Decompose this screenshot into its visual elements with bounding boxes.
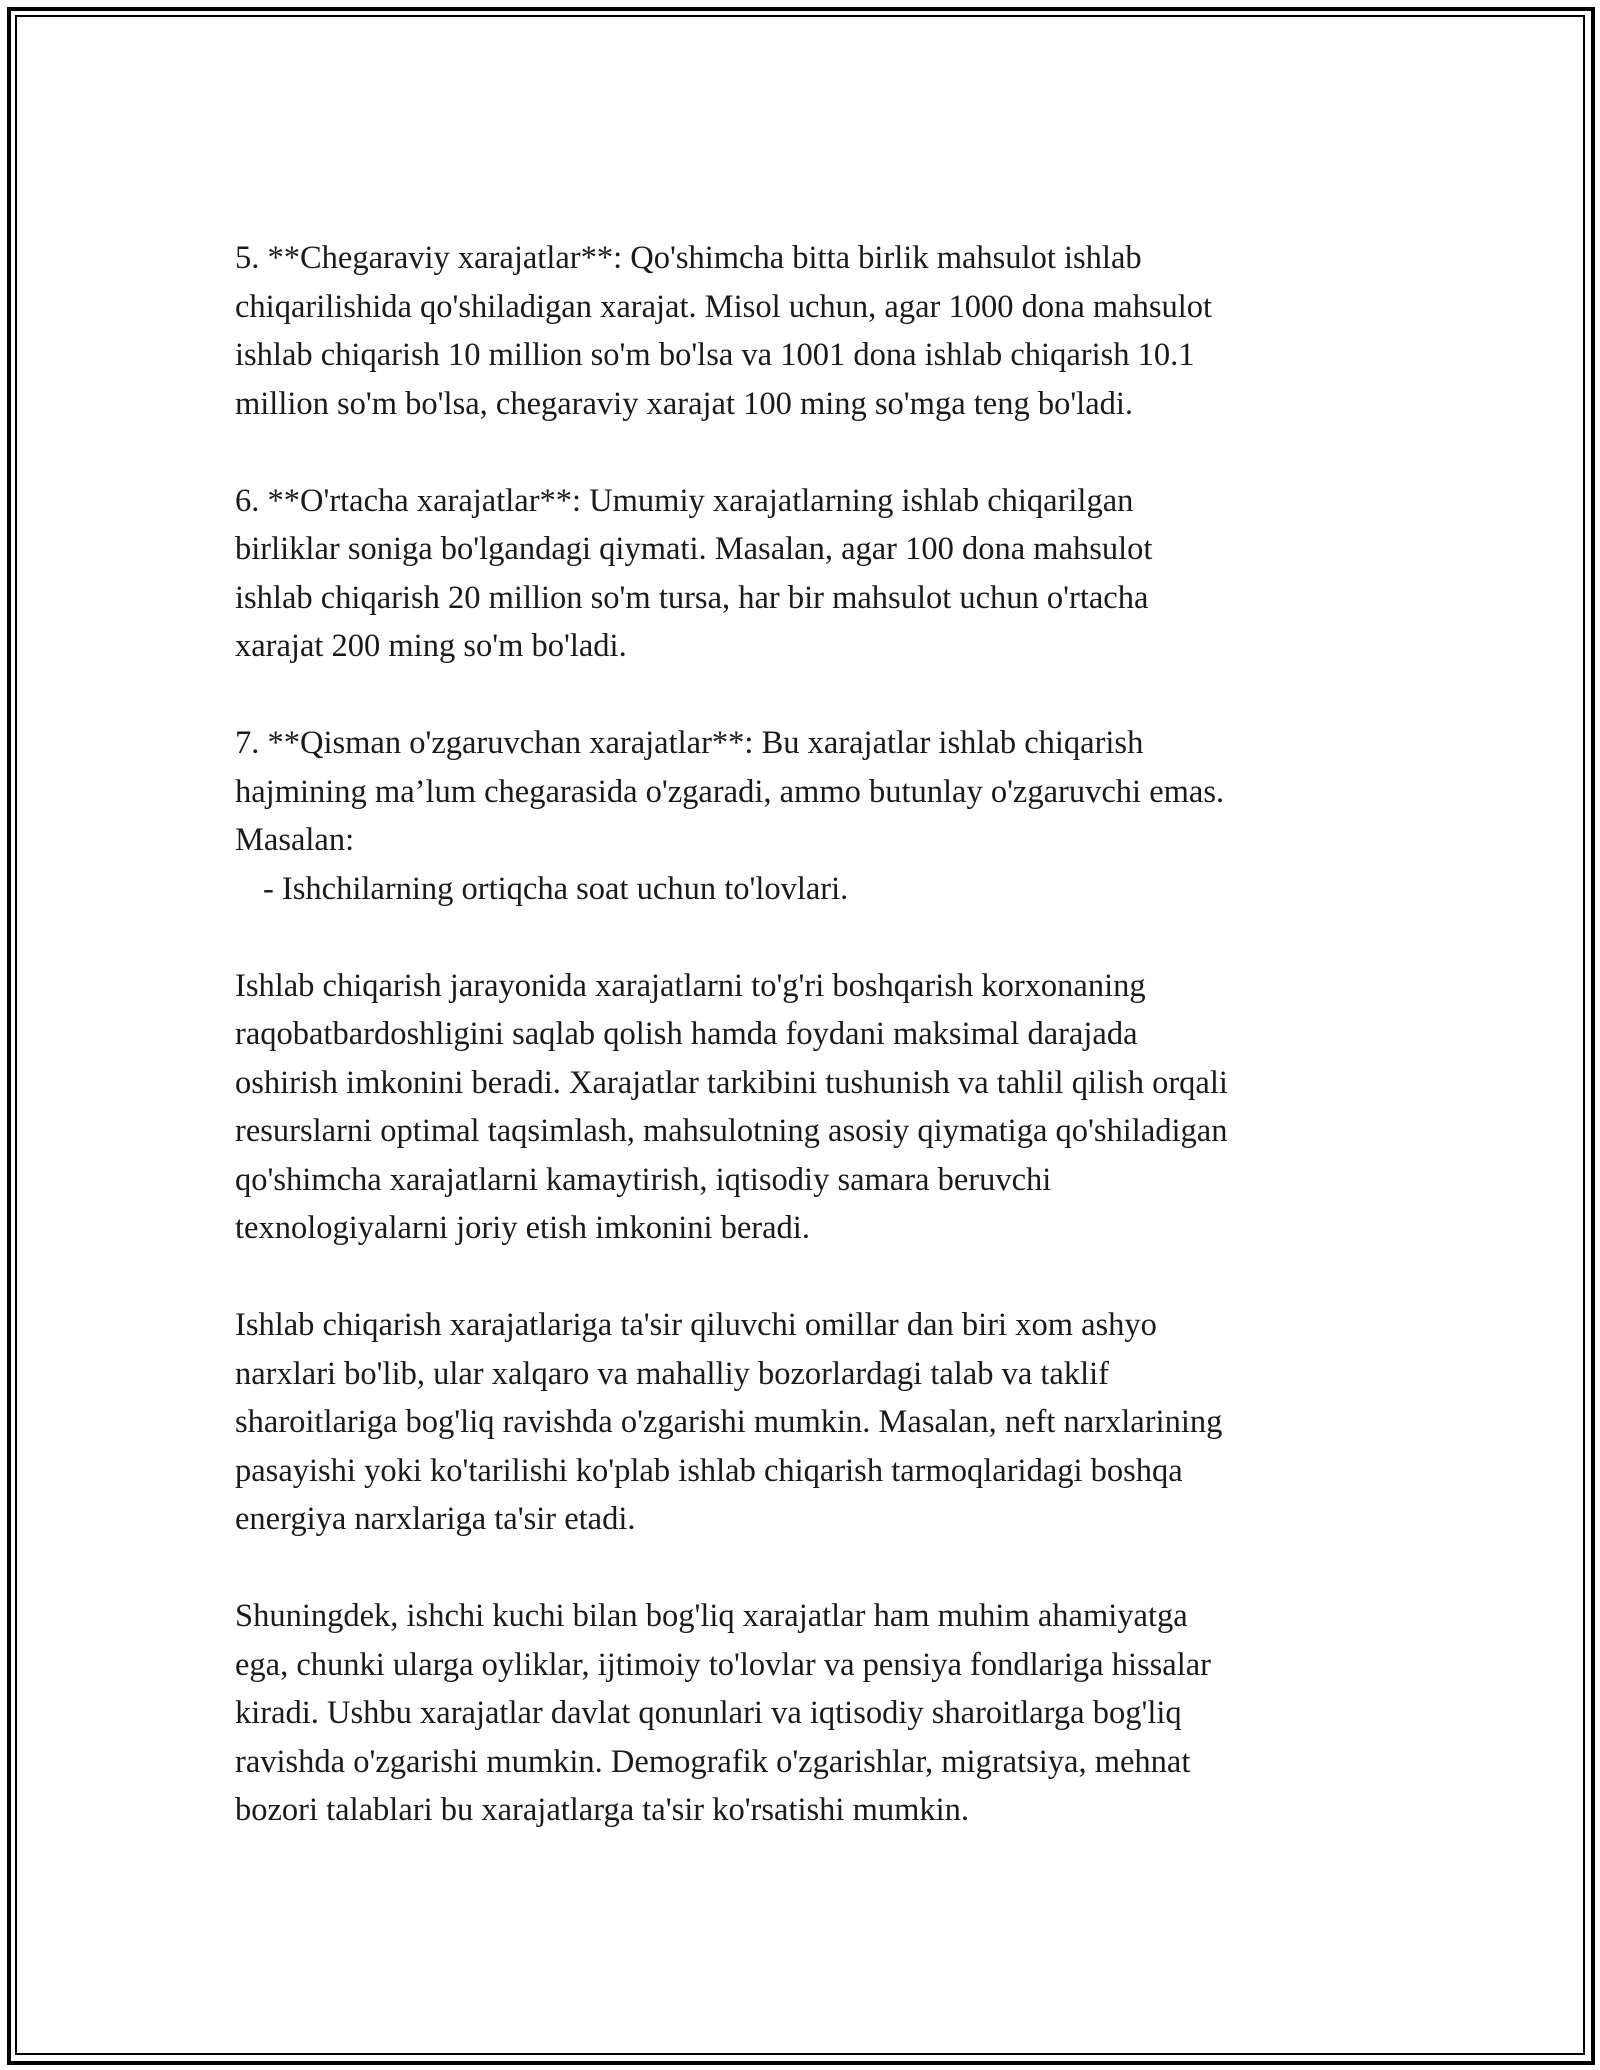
text-line: xarajat 200 ming so'm bo'ladi.: [235, 628, 627, 664]
text-line: oshirish imkonini beradi. Xarajatlar tarkibini tushunish va tahlil qilish orqali: [235, 1064, 1228, 1101]
text-line: million so'm bo'lsa, chegaraviy xarajat 100 ming so'mga teng bo'ladi.: [235, 385, 1134, 422]
text-line: ishlab chiqarish 20 million so'm tursa, har bir mahsulot uchun o'rtacha: [235, 579, 1149, 616]
text-line: bozori talablari bu xarajatlarga ta'sir ko'rsatishi mumkin.: [235, 1792, 970, 1828]
paragraph-cost-management: [235, 962, 1365, 1253]
text-line: narxlari bo'lib, ular xalqaro va mahalliy bozorlardagi talab va taklif: [235, 1355, 1109, 1392]
text-line: raqobatbardoshligini saqlab qolish hamda foydani maksimal darajada: [235, 1016, 1138, 1052]
text-line: qo'shimcha xarajatlarni kamaytirish, iqtisodiy samara beruvchi: [235, 1161, 1052, 1198]
text-line: ega, chunki ularga oyliklar, ijtimoiy to'lovlar va pensiya fondlariga hissalar: [235, 1646, 1211, 1683]
text-line: ravishda o'zgarishi mumkin. Demografik o'zgarishlar, migratsiya, mehnat: [235, 1743, 1191, 1780]
text-line: Ishlab chiqarish jarayonida xarajatlarni to'g'ri boshqarish korxonaning: [235, 967, 1146, 1004]
document-body: [235, 234, 1365, 1835]
text-line: texnologiyalarni joriy etish imkonini beradi.: [235, 1210, 810, 1246]
text-line: ishlab chiqarish 10 million so'm bo'lsa va 1001 dona ishlab chiqarish 10.1: [235, 337, 1195, 373]
paragraph-labor-costs: [235, 1592, 1365, 1835]
text-line: birliklar soniga bo'lgandagi qiymati. Masalan, agar 100 dona mahsulot: [235, 531, 1153, 567]
text-line: sharoitlariga bog'liq ravishda o'zgarishi mumkin. Masalan, neft narxlarining: [235, 1404, 1223, 1440]
text-line: kiradi. Ushbu xarajatlar davlat qonunlari va iqtisodiy sharoitlarga bog'liq: [235, 1695, 1182, 1731]
paragraph-raw-material-prices: [235, 1301, 1365, 1544]
text-line: 6. **O'rtacha xarajatlar**: Umumiy xarajatlarning ishlab chiqarilgan: [235, 482, 1134, 519]
text-line: Ishlab chiqarish xarajatlariga ta'sir qiluvchi omillar dan biri xom ashyo: [235, 1307, 1157, 1343]
text-line: Shuningdek, ishchi kuchi bilan bog'liq xarajatlar ham muhim ahamiyatga: [235, 1598, 1188, 1634]
paragraph-semi-variable-costs: [235, 719, 1365, 913]
paragraph-marginal-costs: [235, 234, 1365, 428]
text-line: pasayishi yoki ko'tarilishi ko'plab ishlab chiqarish tarmoqlaridagi boshqa: [235, 1452, 1183, 1489]
paragraph-average-costs: [235, 477, 1365, 671]
list-item: - Ishchilarning ortiqcha soat uchun to'lovlari.: [263, 870, 849, 907]
text-line: hajmining ma’lum chegarasida o'zgaradi, ammo butunlay o'zgaruvchi emas.: [235, 773, 1225, 810]
text-line: chiqarilishida qo'shiladigan xarajat. Misol uchun, agar 1000 dona mahsulot: [235, 288, 1213, 325]
text-line: resurslarni optimal taqsimlash, mahsulotning asosiy qiymatiga qo'shiladigan: [235, 1113, 1228, 1149]
text-line: Masalan:: [235, 822, 355, 858]
text-line: energiya narxlariga ta'sir etadi.: [235, 1501, 636, 1537]
text-line: 5. **Chegaraviy xarajatlar**: Qo'shimcha bitta birlik mahsulot ishlab: [235, 240, 1142, 276]
text-line: 7. **Qisman o'zgaruvchan xarajatlar**: Bu xarajatlar ishlab chiqarish: [235, 725, 1144, 761]
